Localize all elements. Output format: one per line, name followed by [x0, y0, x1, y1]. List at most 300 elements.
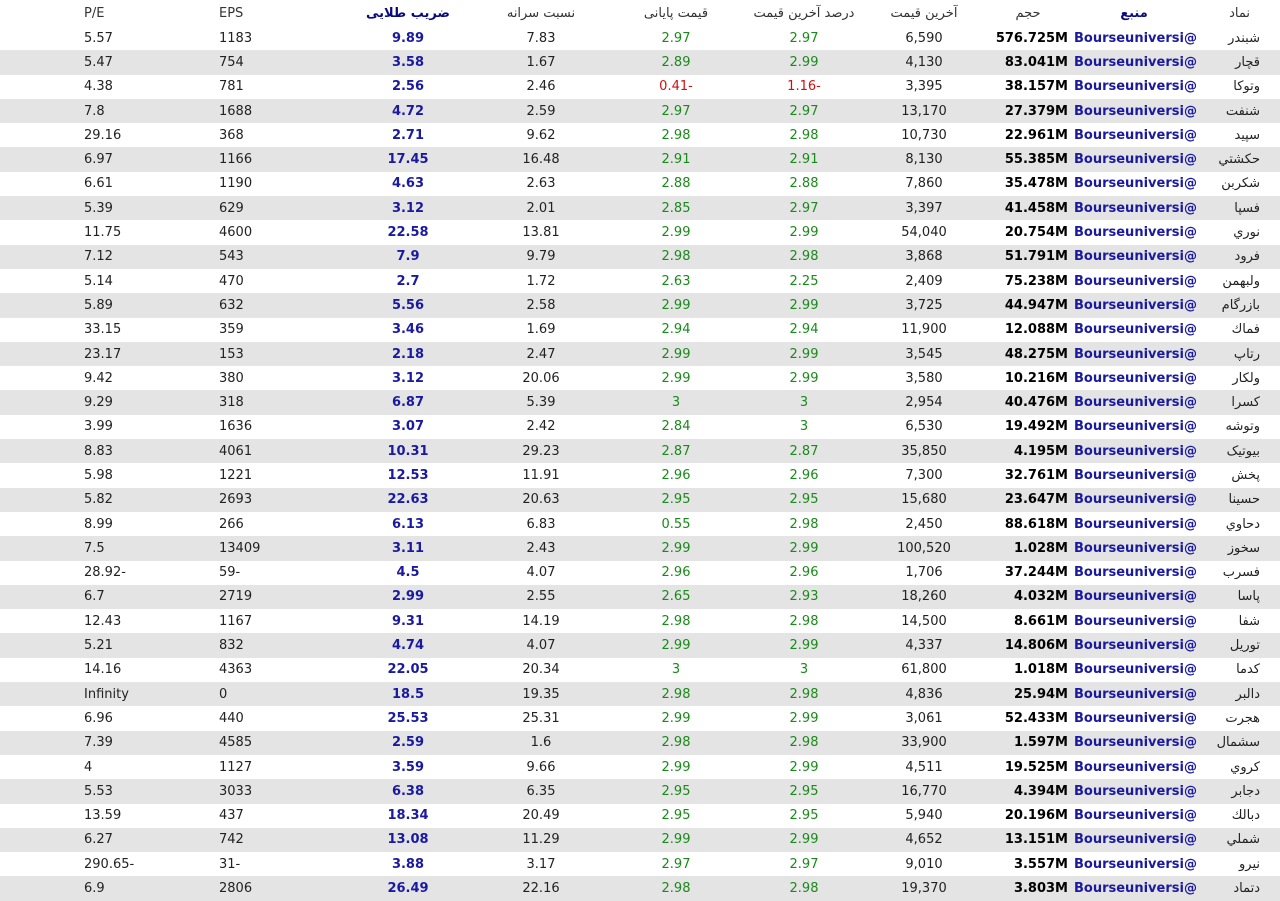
pe-cell: 5.57 — [84, 30, 113, 46]
eps-cell: 754 — [219, 54, 244, 70]
volume-cell: 3.803M — [1013, 881, 1068, 897]
per-share-cell: 20.34 — [522, 662, 560, 678]
source-cell[interactable]: @Bourseuniversi — [1074, 322, 1197, 338]
gold-coef-cell: 10.31 — [387, 443, 429, 459]
per-share-cell: 1.69 — [526, 322, 556, 338]
symbol-cell: ولكار — [1232, 370, 1260, 386]
per-share-cell: 3.17 — [526, 856, 556, 872]
per-share-cell: 2.46 — [526, 79, 556, 95]
symbol-cell: هجرت — [1225, 710, 1260, 726]
last-price-cell: 5,940 — [905, 808, 943, 824]
pe-cell: 5.39 — [84, 200, 113, 216]
last-pct-cell: 2.98 — [789, 735, 819, 751]
header-last-pct[interactable]: درصد آخرین قیمت — [753, 5, 855, 21]
close-price-cell: 2.97 — [661, 856, 691, 872]
source-cell[interactable]: @Bourseuniversi — [1074, 492, 1197, 508]
source-cell[interactable]: @Bourseuniversi — [1074, 686, 1197, 702]
eps-cell: -59 — [219, 565, 241, 581]
pe-cell: 5.82 — [84, 492, 113, 508]
gold-coef-cell: 2.7 — [396, 273, 420, 289]
table-row[interactable] — [0, 245, 1280, 269]
gold-coef-cell: 25.53 — [387, 710, 429, 726]
source-cell[interactable]: @Bourseuniversi — [1074, 759, 1197, 775]
per-share-cell: 20.49 — [522, 808, 560, 824]
symbol-cell: شفا — [1238, 613, 1260, 629]
volume-cell: 27.379M — [1004, 103, 1068, 119]
pe-cell: 13.59 — [84, 808, 122, 824]
source-cell[interactable]: @Bourseuniversi — [1074, 783, 1197, 799]
close-price-cell: 2.99 — [661, 297, 691, 313]
source-cell[interactable]: @Bourseuniversi — [1074, 54, 1197, 70]
table-row[interactable] — [0, 536, 1280, 560]
eps-cell: 153 — [219, 346, 244, 362]
header-last-price[interactable]: آخرین قیمت — [890, 5, 958, 21]
source-cell[interactable]: @Bourseuniversi — [1074, 297, 1197, 313]
volume-cell: 20.196M — [1004, 808, 1068, 824]
last-price-cell: 18,260 — [901, 589, 947, 605]
table-row[interactable] — [0, 196, 1280, 220]
last-price-cell: 7,860 — [905, 176, 943, 192]
gold-coef-cell: 18.34 — [387, 808, 429, 824]
close-price-cell: 2.99 — [661, 346, 691, 362]
header-source[interactable]: منبع — [1120, 5, 1148, 21]
source-cell[interactable]: @Bourseuniversi — [1074, 443, 1197, 459]
last-price-cell: 4,337 — [905, 638, 943, 654]
symbol-cell: فماك — [1231, 322, 1260, 338]
close-price-cell: 2.94 — [661, 322, 691, 338]
per-share-cell: 1.6 — [530, 735, 552, 751]
table-row[interactable] — [0, 804, 1280, 828]
table-row[interactable] — [0, 390, 1280, 414]
table-row[interactable] — [0, 609, 1280, 633]
eps-cell: 1166 — [219, 152, 253, 168]
table-row[interactable] — [0, 706, 1280, 730]
symbol-cell: ولبهمن — [1222, 273, 1260, 289]
source-cell[interactable]: @Bourseuniversi — [1074, 808, 1197, 824]
table-row[interactable] — [0, 172, 1280, 196]
symbol-cell: دحاوي — [1225, 516, 1260, 532]
table-row[interactable] — [0, 220, 1280, 244]
eps-cell: 543 — [219, 249, 244, 265]
eps-cell: 0 — [219, 686, 228, 702]
last-pct-cell: 2.97 — [789, 30, 819, 46]
source-cell[interactable]: @Bourseuniversi — [1074, 516, 1197, 532]
table-row[interactable] — [0, 561, 1280, 585]
eps-cell: 1127 — [219, 759, 253, 775]
volume-cell: 13.151M — [1004, 832, 1068, 848]
source-cell[interactable]: @Bourseuniversi — [1074, 467, 1197, 483]
per-share-cell: 4.07 — [526, 638, 556, 654]
table-row[interactable] — [0, 852, 1280, 876]
pe-cell: -290.65 — [84, 856, 135, 872]
source-cell[interactable]: @Bourseuniversi — [1074, 370, 1197, 386]
source-cell[interactable]: @Bourseuniversi — [1074, 613, 1197, 629]
per-share-cell: 9.79 — [526, 249, 556, 265]
source-cell[interactable]: @Bourseuniversi — [1074, 419, 1197, 435]
volume-cell: 38.157M — [1004, 79, 1068, 95]
source-cell[interactable]: @Bourseuniversi — [1074, 881, 1197, 897]
close-price-cell: 2.89 — [661, 54, 691, 70]
last-price-cell: 4,130 — [905, 54, 943, 70]
source-cell[interactable]: @Bourseuniversi — [1074, 127, 1197, 143]
source-cell[interactable]: @Bourseuniversi — [1074, 273, 1197, 289]
gold-coef-cell: 3.58 — [391, 54, 425, 70]
volume-cell: 25.94M — [1013, 686, 1068, 702]
volume-cell: 40.476M — [1004, 395, 1068, 411]
eps-cell: 440 — [219, 710, 244, 726]
close-price-cell: 2.99 — [661, 638, 691, 654]
last-pct-cell: 2.99 — [789, 759, 819, 775]
volume-cell: 20.754M — [1004, 225, 1068, 241]
per-share-cell: 11.91 — [522, 467, 560, 483]
last-pct-cell: 2.96 — [789, 565, 819, 581]
volume-cell: 576.725M — [995, 30, 1068, 46]
last-pct-cell: 2.96 — [789, 467, 819, 483]
per-share-cell: 25.31 — [522, 710, 560, 726]
last-price-cell: 1,706 — [905, 565, 943, 581]
eps-cell: 2806 — [219, 881, 253, 897]
table-row[interactable] — [0, 512, 1280, 536]
close-price-cell: 2.96 — [661, 565, 691, 581]
last-price-cell: 7,300 — [905, 467, 943, 483]
source-cell[interactable]: @Bourseuniversi — [1074, 638, 1197, 654]
volume-cell: 1.028M — [1013, 540, 1068, 556]
eps-cell: 1190 — [219, 176, 253, 192]
symbol-cell: پخش — [1231, 467, 1260, 483]
source-cell[interactable]: @Bourseuniversi — [1074, 589, 1197, 605]
last-pct-cell: 2.99 — [789, 540, 819, 556]
volume-cell: 12.088M — [1004, 322, 1068, 338]
gold-coef-cell: 17.45 — [387, 152, 429, 168]
header-per-share[interactable]: نسبت سرانه — [506, 5, 576, 21]
source-cell[interactable]: @Bourseuniversi — [1074, 79, 1197, 95]
gold-coef-cell: 6.13 — [391, 516, 425, 532]
symbol-cell: سپید — [1234, 127, 1260, 143]
table-row[interactable] — [0, 439, 1280, 463]
gold-coef-cell: 2.18 — [391, 346, 425, 362]
header-symbol[interactable]: نماد — [1229, 5, 1250, 21]
source-cell[interactable]: @Bourseuniversi — [1074, 832, 1197, 848]
per-share-cell: 6.83 — [526, 516, 556, 532]
pe-cell: 5.21 — [84, 638, 113, 654]
symbol-cell: شملي — [1226, 832, 1260, 848]
last-pct-cell: 2.88 — [789, 176, 819, 192]
eps-cell: -31 — [219, 856, 241, 872]
per-share-cell: 29.23 — [522, 443, 560, 459]
pe-cell: 8.83 — [84, 443, 113, 459]
last-pct-cell: 2.97 — [789, 200, 819, 216]
per-share-cell: 2.59 — [526, 103, 556, 119]
source-cell[interactable]: @Bourseuniversi — [1074, 735, 1197, 751]
symbol-cell: پاسا — [1237, 589, 1260, 605]
symbol-cell: حسينا — [1228, 492, 1260, 508]
table-row[interactable] — [0, 876, 1280, 900]
eps-cell: 742 — [219, 832, 244, 848]
close-price-cell: 2.98 — [661, 735, 691, 751]
per-share-cell: 9.66 — [526, 759, 556, 775]
pe-cell: 5.53 — [84, 783, 113, 799]
eps-cell: 832 — [219, 638, 244, 654]
pe-cell: 6.96 — [84, 710, 113, 726]
source-cell[interactable]: @Bourseuniversi — [1074, 856, 1197, 872]
eps-cell: 2719 — [219, 589, 253, 605]
volume-cell: 88.618M — [1004, 516, 1068, 532]
symbol-cell: بازرگام — [1221, 297, 1260, 313]
gold-coef-cell: 13.08 — [387, 832, 429, 848]
last-price-cell: 3,395 — [905, 79, 943, 95]
eps-cell: 13409 — [219, 540, 261, 556]
last-pct-cell: 2.95 — [789, 783, 819, 799]
table-row[interactable] — [0, 415, 1280, 439]
source-cell[interactable]: @Bourseuniversi — [1074, 565, 1197, 581]
pe-cell: 5.47 — [84, 54, 113, 70]
last-price-cell: 8,130 — [905, 152, 943, 168]
symbol-cell: شکربن — [1221, 176, 1260, 192]
eps-cell: 368 — [219, 127, 244, 143]
symbol-cell: وتوکا — [1233, 79, 1260, 95]
table-row[interactable] — [0, 26, 1280, 50]
symbol-cell: دجابر — [1231, 783, 1260, 799]
pe-cell: 4 — [84, 759, 93, 775]
volume-cell: 35.478M — [1004, 176, 1068, 192]
per-share-cell: 16.48 — [522, 152, 560, 168]
last-price-cell: 4,836 — [905, 686, 943, 702]
volume-cell: 3.557M — [1013, 856, 1068, 872]
table-row[interactable] — [0, 123, 1280, 147]
close-price-cell: 2.84 — [661, 419, 691, 435]
source-cell[interactable]: @Bourseuniversi — [1074, 152, 1197, 168]
last-price-cell: 10,730 — [901, 127, 947, 143]
symbol-cell: دالبر — [1235, 686, 1260, 702]
last-price-cell: 35,850 — [901, 443, 947, 459]
gold-coef-cell: 6.38 — [391, 783, 425, 799]
symbol-cell: شبندر — [1228, 30, 1260, 46]
per-share-cell: 14.19 — [522, 613, 560, 629]
gold-coef-cell: 3.11 — [391, 540, 425, 556]
last-price-cell: 3,868 — [905, 249, 943, 265]
pe-cell: 7.5 — [84, 540, 105, 556]
per-share-cell: 2.01 — [526, 200, 556, 216]
gold-coef-cell: 4.72 — [391, 103, 425, 119]
close-price-cell: 2.99 — [661, 225, 691, 241]
symbol-cell: رتاپ — [1233, 346, 1260, 362]
last-pct-cell: 2.25 — [789, 273, 819, 289]
source-cell[interactable]: @Bourseuniversi — [1074, 249, 1197, 265]
source-cell[interactable]: @Bourseuniversi — [1074, 200, 1197, 216]
source-cell[interactable]: @Bourseuniversi — [1074, 176, 1197, 192]
source-cell[interactable]: @Bourseuniversi — [1074, 103, 1197, 119]
volume-cell: 4.394M — [1013, 783, 1068, 799]
pe-cell: 11.75 — [84, 225, 122, 241]
close-price-cell: 0.55 — [661, 516, 691, 532]
table-row[interactable] — [0, 75, 1280, 99]
close-price-cell: 2.98 — [661, 249, 691, 265]
table-body — [0, 26, 1280, 901]
per-share-cell: 20.63 — [522, 492, 560, 508]
eps-cell: 4363 — [219, 662, 253, 678]
eps-cell: 4061 — [219, 443, 253, 459]
pe-cell: 9.29 — [84, 395, 113, 411]
table-row[interactable] — [0, 99, 1280, 123]
gold-coef-cell: 3.46 — [391, 322, 425, 338]
eps-cell: 4585 — [219, 735, 253, 751]
symbol-cell: دبالك — [1231, 808, 1260, 824]
close-price-cell: 2.97 — [661, 30, 691, 46]
table-row[interactable] — [0, 50, 1280, 74]
table-row[interactable] — [0, 366, 1280, 390]
last-price-cell: 61,800 — [901, 662, 947, 678]
close-price-cell: 2.95 — [661, 492, 691, 508]
source-cell[interactable]: @Bourseuniversi — [1074, 346, 1197, 362]
last-pct-cell: 2.95 — [789, 492, 819, 508]
gold-coef-cell: 6.87 — [391, 395, 425, 411]
table-row[interactable] — [0, 318, 1280, 342]
header-volume[interactable]: حجم — [1015, 5, 1041, 21]
pe-cell: 6.9 — [84, 881, 105, 897]
last-pct-cell: 2.87 — [789, 443, 819, 459]
last-pct-cell: 3 — [799, 419, 809, 435]
eps-cell: 318 — [219, 395, 244, 411]
table-row[interactable] — [0, 682, 1280, 706]
source-cell[interactable]: @Bourseuniversi — [1074, 30, 1197, 46]
gold-coef-cell: 26.49 — [387, 881, 429, 897]
last-price-cell: 11,900 — [901, 322, 947, 338]
last-price-cell: 4,652 — [905, 832, 943, 848]
header-eps[interactable]: EPS — [219, 5, 244, 21]
pe-cell: 23.17 — [84, 346, 122, 362]
close-price-cell: 2.99 — [661, 832, 691, 848]
volume-cell: 4.032M — [1013, 589, 1068, 605]
last-pct-cell: 2.99 — [789, 638, 819, 654]
table-row[interactable] — [0, 658, 1280, 682]
last-pct-cell: 2.99 — [789, 54, 819, 70]
volume-cell: 44.947M — [1004, 297, 1068, 313]
gold-coef-cell: 22.63 — [387, 492, 429, 508]
close-price-cell: 2.96 — [661, 467, 691, 483]
volume-cell: 55.385M — [1004, 152, 1068, 168]
volume-cell: 37.244M — [1004, 565, 1068, 581]
per-share-cell: 4.07 — [526, 565, 556, 581]
table-row[interactable] — [0, 293, 1280, 317]
last-price-cell: 33,900 — [901, 735, 947, 751]
table-row[interactable] — [0, 147, 1280, 171]
table-row[interactable] — [0, 585, 1280, 609]
last-pct-cell: 3 — [799, 662, 809, 678]
volume-cell: 4.195M — [1013, 443, 1068, 459]
last-price-cell: 100,520 — [897, 540, 951, 556]
gold-coef-cell: 22.05 — [387, 662, 429, 678]
last-price-cell: 15,680 — [901, 492, 947, 508]
eps-cell: 1688 — [219, 103, 253, 119]
symbol-cell: سشمال — [1216, 735, 1260, 751]
source-cell[interactable]: @Bourseuniversi — [1074, 395, 1197, 411]
gold-coef-cell: 9.89 — [391, 30, 425, 46]
volume-cell: 1.018M — [1013, 662, 1068, 678]
symbol-cell: وتوشه — [1225, 419, 1260, 435]
symbol-cell: فرود — [1234, 249, 1260, 265]
pe-cell: 7.12 — [84, 249, 113, 265]
last-pct-cell: 2.99 — [789, 297, 819, 313]
last-pct-cell: 2.99 — [789, 225, 819, 241]
last-pct-cell: 2.97 — [789, 856, 819, 872]
source-cell[interactable]: @Bourseuniversi — [1074, 662, 1197, 678]
last-price-cell: 3,725 — [905, 297, 943, 313]
pe-cell: 8.99 — [84, 516, 113, 532]
pe-cell: 6.61 — [84, 176, 113, 192]
last-price-cell: 16,770 — [901, 783, 947, 799]
volume-cell: 32.761M — [1004, 467, 1068, 483]
symbol-cell: كروي — [1230, 759, 1260, 775]
pe-cell: 14.16 — [84, 662, 122, 678]
pe-cell: -28.92 — [84, 565, 126, 581]
last-price-cell: 2,409 — [905, 273, 943, 289]
volume-cell: 51.791M — [1004, 249, 1068, 265]
eps-cell: 470 — [219, 273, 244, 289]
header-gold-coef[interactable]: ضریب طلایی — [366, 5, 450, 21]
last-price-cell: 19,370 — [901, 881, 947, 897]
per-share-cell: 20.06 — [522, 370, 560, 386]
close-price-cell: 2.95 — [661, 783, 691, 799]
table-row[interactable] — [0, 731, 1280, 755]
header-pe[interactable]: P/E — [84, 5, 105, 21]
close-price-cell: 2.99 — [661, 710, 691, 726]
last-pct-cell: 2.98 — [789, 249, 819, 265]
per-share-cell: 1.72 — [526, 273, 556, 289]
gold-coef-cell: 5.56 — [391, 297, 425, 313]
source-cell[interactable]: @Bourseuniversi — [1074, 540, 1197, 556]
pe-cell: 9.42 — [84, 370, 113, 386]
close-price-cell: 3 — [671, 662, 681, 678]
close-price-cell: 2.98 — [661, 613, 691, 629]
per-share-cell: 2.47 — [526, 346, 556, 362]
symbol-cell: بيوتيک — [1226, 443, 1260, 459]
source-cell[interactable]: @Bourseuniversi — [1074, 710, 1197, 726]
per-share-cell: 19.35 — [522, 686, 560, 702]
close-price-cell: 2.88 — [661, 176, 691, 192]
symbol-cell: سخوز — [1227, 540, 1260, 556]
per-share-cell: 2.58 — [526, 297, 556, 313]
eps-cell: 1221 — [219, 467, 253, 483]
table-row[interactable] — [0, 269, 1280, 293]
gold-coef-cell: 3.88 — [391, 856, 425, 872]
pe-cell: 5.98 — [84, 467, 113, 483]
table-row[interactable] — [0, 342, 1280, 366]
table-row[interactable] — [0, 463, 1280, 487]
last-pct-cell: 2.99 — [789, 346, 819, 362]
table-row[interactable] — [0, 828, 1280, 852]
table-row[interactable] — [0, 755, 1280, 779]
source-cell[interactable]: @Bourseuniversi — [1074, 225, 1197, 241]
pe-cell: 5.89 — [84, 297, 113, 313]
volume-cell: 52.433M — [1004, 710, 1068, 726]
pe-cell: Infinity — [84, 686, 129, 702]
gold-coef-cell: 3.59 — [391, 759, 425, 775]
close-price-cell: 2.99 — [661, 370, 691, 386]
table-row[interactable] — [0, 779, 1280, 803]
gold-coef-cell: 3.07 — [391, 419, 425, 435]
table-row[interactable] — [0, 633, 1280, 657]
header-close-price[interactable]: قیمت پایانی — [643, 5, 709, 21]
symbol-cell: توريل — [1229, 638, 1260, 654]
close-price-cell: 2.63 — [661, 273, 691, 289]
gold-coef-cell: 4.63 — [391, 176, 425, 192]
pe-cell: 6.7 — [84, 589, 105, 605]
symbol-cell: كسرا — [1231, 395, 1260, 411]
per-share-cell: 9.62 — [526, 127, 556, 143]
table-row[interactable] — [0, 488, 1280, 512]
volume-cell: 41.458M — [1004, 200, 1068, 216]
close-price-cell: 2.98 — [661, 127, 691, 143]
